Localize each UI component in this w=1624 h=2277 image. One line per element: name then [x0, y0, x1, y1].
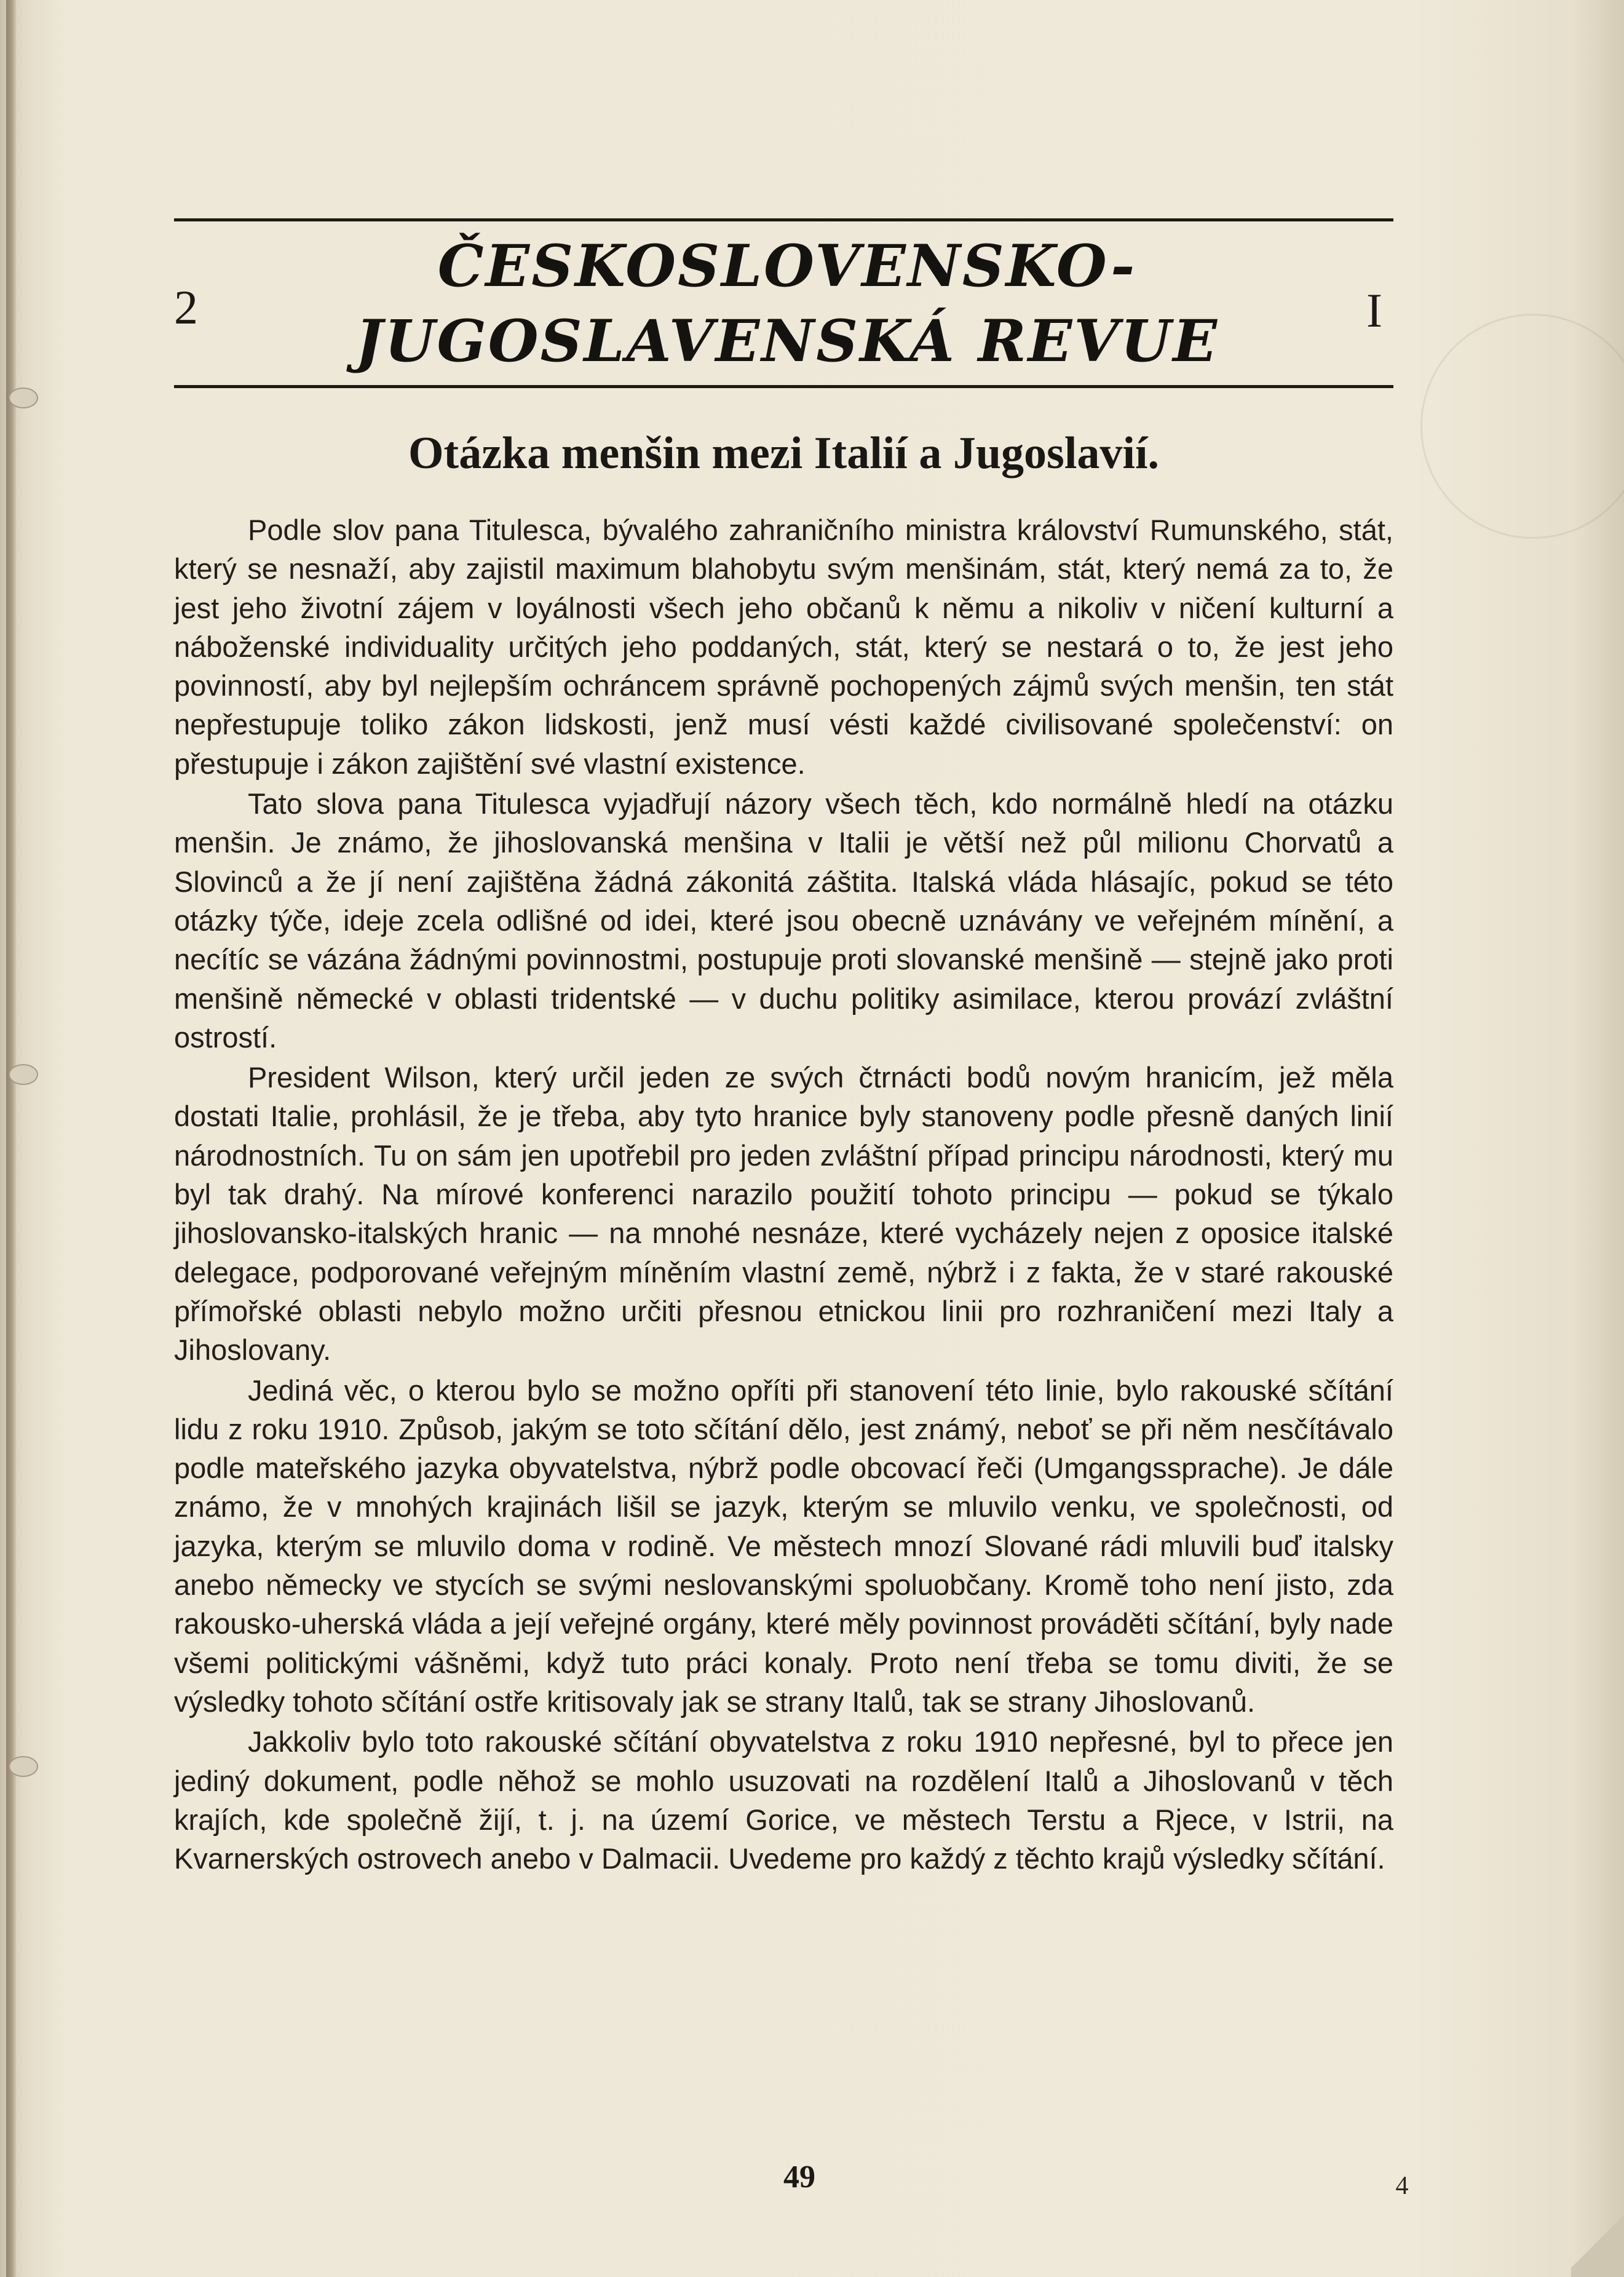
masthead-line-2: JUGOSLAVENSKÁ REVUE: [355, 308, 1219, 375]
binding-stitch: [9, 1064, 38, 1085]
journal-masthead: [344, 229, 1230, 379]
article-title: Otázka menšin mezi Italií a Jugoslavií.: [408, 428, 1159, 479]
page-corner-curl: [1571, 2202, 1624, 2277]
volume-number: I: [1366, 284, 1382, 337]
issue-number: 2: [174, 280, 198, 334]
article-body: [174, 511, 1393, 1879]
page-number: 49: [783, 2160, 815, 2195]
masthead-bottom-rule: [174, 385, 1393, 388]
masthead-line-1: ČESKOSLOVENSKO-: [437, 232, 1137, 300]
signature-mark: 4: [1395, 2172, 1409, 2200]
paragraph: Podle slov pana Titulesca, bývalého zahraničního ministra království Rumunského, stát, který se nesnaží, aby zajistil maximum blahobytu svým menšinám, stát, který nemá za to, že jest jeho životní zájem v loyálnosti všech jeho občanů k němu a nikoliv v ničení kulturní a náboženské individuality určitých jeho poddaných, stát, který se nestará o to, že jest jeho povinností, aby byl nejlepším ochráncem správně pochopených zájmů svých menšin, ten stát nepřestupuje toliko zákon lidskosti, jenž musí vésti každé civilisované společenství: on přestupuje i zákon zajištění své vlastní existence.: [174, 514, 1393, 780]
binding-stitch: [9, 387, 38, 408]
masthead-top-rule: [174, 218, 1393, 221]
paragraph: Jakkoliv bylo toto rakouské sčítání obyvatelstva z roku 1910 nepřesné, byl to přece jen jediný dokument, podle něhož se mohlo usuzovati na rozdělení Italů a Jihoslovanů v těch krajích, kde společně žijí, t. j. na území Gorice, ve městech Terstu a Rjece, v Istrii, na Kvarnerských ostrovech anebo v Dalmacii. Uvedeme pro každý z těchto krajů výsledky sčítání.: [174, 1725, 1393, 1875]
binding-stitch: [9, 1756, 38, 1777]
binding-edge: [6, 0, 16, 2277]
paragraph: Jediná věc, o kterou bylo se možno opříti při stanovení této linie, bylo rakouské sčítání lidu z roku 1910. Způsob, jakým se toto sčítání dělo, jest známý, neboť se při něm nesčítávalo podle mateřského jazyka obyvatelstva, nýbrž podle obcovací řeči (Umgangssprache). Je dále známo, že v mnohých krajinách lišil se jazyk, kterým se mluvilo venku, ve společnosti, od jazyka, kterým se mluvilo doma v rodině. Ve městech mnozí Slované rádi mluvili buď italsky anebo německy ve stycích se svými neslovanskými spoluobčany. Kromě toho není jisto, zda rakousko-uherská vláda a její veřejné orgány, které měly povinnost prováděti sčítání, byly nade všemi politickými vášněmi, když tuto práci konaly. Proto není třeba se tomu diviti, že se výsledky tohoto sčítání ostře kritisovaly jak se strany Italů, tak se strany Jihoslovanů.: [174, 1373, 1393, 1718]
paragraph: Tato slova pana Titulesca vyjadřují názory všech těch, kdo normálně hledí na otázku menšin. Je známo, že jihoslovanská menšina v Italii je větší než půl milionu Chorvatů a Slovinců a že jí není zajištěna žádná zákonitá záštita. Italská vláda hlásajíc, pokud se této otázky týče, ideje zcela odlišné od idei, které jsou obecně uznávány ve veřejném mínění, a necítíc se vázána žádnými povinnostmi, postupuje proti slovanské menšině — stejně jako proti menšině německé v oblasti tridentské — v duchu politiky asimilace, kterou provází zvláštní ostrostí.: [174, 787, 1393, 1054]
paragraph: President Wilson, který určil jeden ze svých čtrnácti bodů novým hranicím, jež měla dostati Italie, prohlásil, že je třeba, aby tyto hranice byly stanoveny podle přesně daných linií národnostních. Tu on sám jen upotřebil pro jeden zvláštní případ principu národnosti, který mu byl tak drahý. Na mírové konferenci narazilo použití tohoto principu — pokud se týkalo jihoslovansko-italských hranic — na mnohé nesnáze, které vycházely nejen z oposice italské delegace, podporované veřejným míněním vlastní země, nýbrž i z fakta, že v staré rakouské přímořské oblasti nebylo možno určiti přesnou etnickou linii pro rozhraničení mezi Italy a Jihoslovany.: [174, 1061, 1393, 1367]
